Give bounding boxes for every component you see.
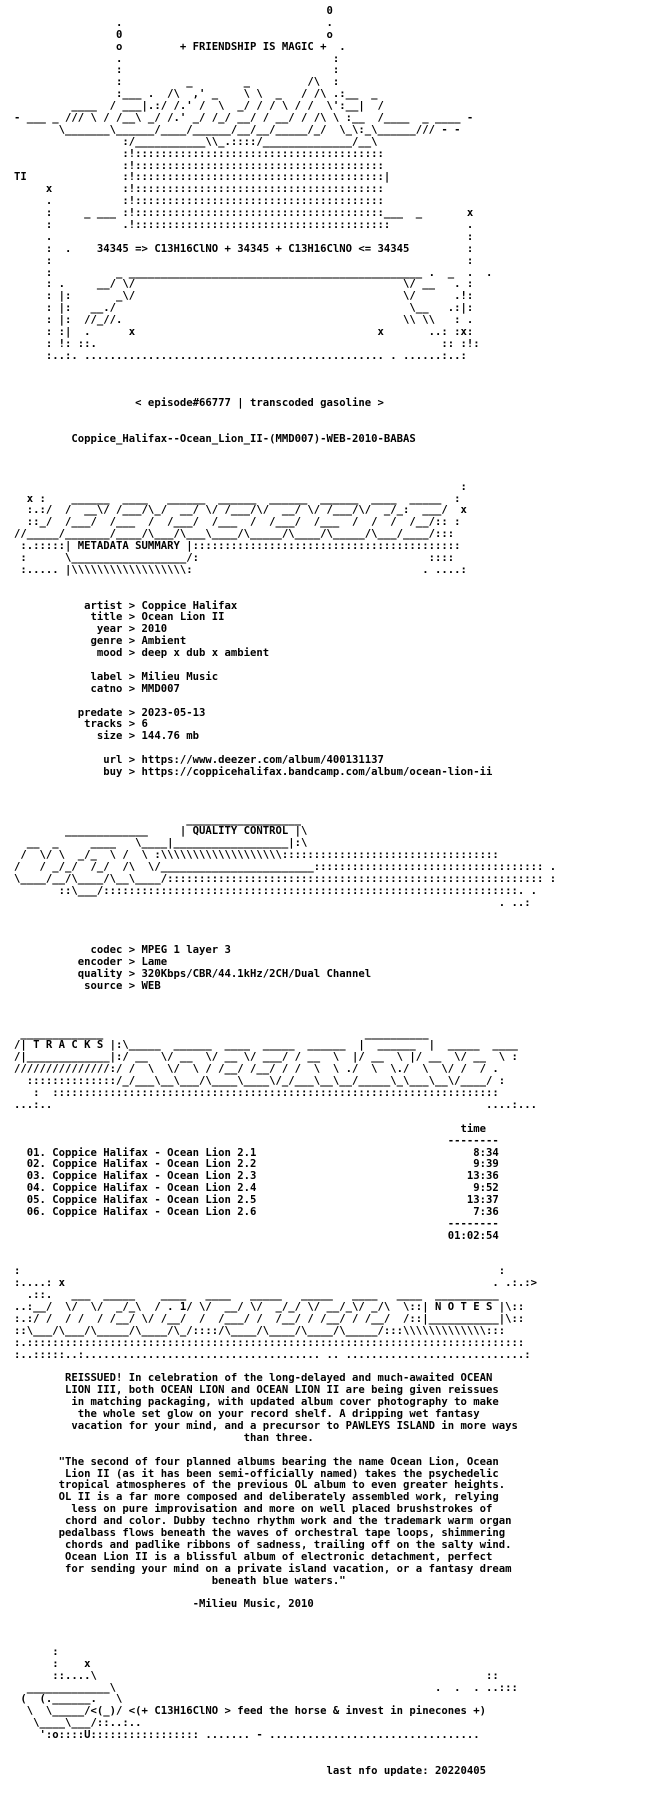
nfo-line: : : <box>14 254 474 267</box>
nfo-line: than three. <box>14 1431 314 1444</box>
nfo-line: . : <box>14 52 340 65</box>
nfo-line: :!::::::::::::::::::::::::::::::::::::::: <box>14 159 384 172</box>
nfo-line: 01:02:54 <box>14 1229 499 1242</box>
nfo-line: : _ ______________________________________________ . _ . . <box>14 266 493 279</box>
nfo-line: the whole set glow on your record shelf. A dripping wet fantasy <box>14 1408 480 1421</box>
nfo-line <box>14 922 556 934</box>
nfo-line <box>14 1005 556 1017</box>
nfo-line: : x <box>14 1657 91 1670</box>
nfo-line <box>14 803 556 815</box>
nfo-line: vacation for your mind, and a precursor to PAWLEYS ISLAND in more ways <box>14 1419 518 1432</box>
nfo-line: -Milieu Music, 2010 <box>14 1598 314 1611</box>
nfo-line <box>14 458 556 470</box>
nfo-line: TI :!:::::::::::::::::::::::::::::::::::::::| <box>14 171 391 184</box>
nfo-line: tracks > 6 <box>14 718 148 731</box>
nfo-line: : :::::::::::::::::::::::::::::::::::::::::::::::::::::::::::::::::::::: <box>14 1087 499 1100</box>
nfo-line: :/___________\\_.::::/______________/__\ <box>14 135 378 148</box>
nfo-line: Coppice_Halifax--Ocean_Lion_II-(MMD007)-WEB-2010-BABAS <box>14 433 416 446</box>
nfo-line: size > 144.76 mb <box>14 730 199 743</box>
nfo-line: //_____/_______/____/\___/\___\____/\_____/\____/\_____/\___/____/::: <box>14 528 455 541</box>
nfo-line: predate > 2023-05-13 <box>14 706 206 719</box>
nfo-line: \_______\______/____/______/__/__/_____/_/ \_\:_\______/// - - <box>14 123 461 136</box>
nfo-line: : _ _ /\ : <box>14 76 340 89</box>
nfo-line: : _ ___ :!:::::::::::::::::::::::::::::::::::::::___ _ x <box>14 207 474 220</box>
nfo-line: : |: __./ \__ .:|: <box>14 302 474 315</box>
nfo-line: last nfo update: 20220405 <box>14 1764 486 1777</box>
nfo-line <box>14 1017 556 1029</box>
nfo-line <box>14 1635 556 1647</box>
nfo-line: ':o::::U::::::::::::::::: ....... - ................................. <box>14 1729 480 1742</box>
nfo-line: :....: x . .:.:> <box>14 1277 537 1290</box>
nfo-line: "The second of four planned albums bearing the name Ocean Lion, Ocean <box>14 1455 499 1468</box>
nfo-line: chords and padlike ribbons of sadness, trailing off on the salty wind. <box>14 1538 512 1551</box>
nfo-line: : <box>14 1645 59 1658</box>
nfo-line: url > https://www.deezer.com/album/400131137 <box>14 754 384 767</box>
nfo-line: ____ / ___|.:/ /.' / \ _/ / / \ / / \':__| / <box>14 100 384 113</box>
nfo-line: 04. Coppice Halifax - Ocean Lion 2.4 9:52 <box>14 1182 499 1195</box>
nfo-line: artist > Coppice Halifax <box>14 599 238 612</box>
nfo-line <box>14 1243 556 1255</box>
nfo-line: :..:. ............................................... . ......:..: <box>14 349 467 362</box>
nfo-line: __________________ <box>14 813 302 826</box>
nfo-line: for sending your mind on a private island vacation, or a fantasy dream <box>14 1562 512 1575</box>
nfo-line: buy > https://coppicehalifax.bandcamp.com/album/ocean-lion-ii <box>14 766 493 778</box>
nfo-line: . :!::::::::::::::::::::::::::::::::::::::: <box>14 195 384 208</box>
nfo-line: : \__________________/: :::: <box>14 551 455 564</box>
nfo-line: o + FRIENDSHIP IS MAGIC + . <box>14 40 346 53</box>
nfo-line: 03. Coppice Halifax - Ocean Lion 2.3 13:36 <box>14 1170 499 1183</box>
nfo-line: beneath blue waters." <box>14 1574 346 1587</box>
nfo-line: 0 <box>14 5 333 17</box>
nfo-line <box>14 1742 556 1754</box>
nfo-line: . ..: <box>14 896 531 909</box>
nfo-line: codec > MPEG 1 layer 3 <box>14 944 231 957</box>
nfo-line <box>14 779 556 791</box>
nfo-line: : !: ::. :: :!: <box>14 337 480 350</box>
nfo-line <box>14 696 556 708</box>
nfo-line: year > 2010 <box>14 623 168 636</box>
nfo-line <box>14 589 556 601</box>
nfo-line: ::....\ :: <box>14 1669 499 1682</box>
nfo-line: 05. Coppice Halifax - Ocean Lion 2.5 13:37 <box>14 1194 499 1207</box>
nfo-line: / / _/_/ /_/ /\ \/________________________:::::::::::::::::::::::::::::::::::: . <box>14 861 557 874</box>
nfo-line: .::. ___ _____ ____ ____ _____ _____ ____ ____ __________ <box>14 1289 499 1302</box>
nfo-line: : . 34345 => C13H16ClNO + 34345 + C13H16ClNO <= 34345 : <box>14 242 474 255</box>
nfo-text-block <box>14 6 556 1778</box>
nfo-line: -------- <box>14 1217 499 1230</box>
nfo-line: :.:/ / __\/ /___/\_/ __/ \/ /___/\/ __/ \/ /___/\/ _/_: ___/ x <box>14 504 467 517</box>
nfo-line: -------- <box>14 1134 499 1147</box>
nfo-line: OL II is a far more composed and deliberately assembled work, relying <box>14 1491 499 1504</box>
nfo-line: _____________\ . . . ..::: <box>14 1681 518 1694</box>
nfo-line <box>14 993 556 1005</box>
nfo-line: 02. Coppice Halifax - Ocean Lion 2.2 9:39 <box>14 1158 499 1171</box>
nfo-line: source > WEB <box>14 980 161 993</box>
nfo-line <box>14 363 556 375</box>
nfo-line <box>14 577 556 589</box>
nfo-line: ::_/ /___/ /___ / /___/ /___ / /___/ /___ / / / /__/:: : <box>14 516 461 529</box>
nfo-line: LION III, both OCEAN LION and OCEAN LION II are being given reissues <box>14 1384 499 1397</box>
nfo-line: title > Ocean Lion II <box>14 611 225 624</box>
nfo-line: : .!:::::::::::::::::::::::::::::::::::::::: . <box>14 219 474 232</box>
nfo-line: tropical atmospheres of the previous OL album to even greater heights. <box>14 1479 506 1492</box>
nfo-line <box>14 1623 556 1635</box>
nfo-line <box>14 1611 556 1623</box>
nfo-line: : : <box>14 64 340 77</box>
nfo-line: : . __/ \/ \/ __ . : <box>14 278 474 291</box>
nfo-line: . . <box>14 16 333 29</box>
nfo-line <box>14 791 556 803</box>
nfo-line: _____________ | QUALITY CONTROL |\ <box>14 825 308 838</box>
nfo-line: - ___ _ /// \ / /__\ _/ /.' _/ /_/ __/ / __/ / /\ \ :__ /____ _ ____ - <box>14 112 474 125</box>
nfo-line: ::\___/\___/\_____/\____/\_/::::/\____/\____/\____/\_____/:::\\\\\\\\\\\\\::: <box>14 1324 506 1337</box>
nfo-line: catno > MMD007 <box>14 682 180 695</box>
nfo-line: / \/ \ _/_ \ / \ :\\\\\\\\\\\\\\\\\\\:::::::::::::::::::::::::::::::::: <box>14 849 499 862</box>
nfo-line: : |: _\/ \/ .!: <box>14 290 474 303</box>
nfo-line: x : ______ ____ ______ ______ ______ ______ ____ _____ : <box>14 492 461 505</box>
nfo-line: in matching packaging, with updated album cover photography to make <box>14 1396 499 1409</box>
nfo-line: ..:__/ \/ \/ _/_\ / . 1/ \/ __/ \/ _/_/ \/ __/_\/ _/\ \::| N O T E S |\:: <box>14 1301 525 1314</box>
nfo-line: /|_____________|:/ __ \/ __ \/ __ \/ ___/ / __ \ |/ __ \ |/ __ \/ __ \ : <box>14 1051 518 1064</box>
nfo-line: :___ . /\ ,' _ \ \ _ / /\ .:__ _ <box>14 88 378 101</box>
nfo-line <box>14 1112 556 1124</box>
nfo-line: ...:.. ....:... <box>14 1098 537 1111</box>
nfo-line: ///////////////:/ / \ \/ \ / /__/ /__/ / / \ \ ./ \ \./ \ \/ / / . <box>14 1063 499 1076</box>
nfo-line: pedalbass flows beneath the waves of orchestral tape loops, shimmering <box>14 1527 506 1539</box>
nfo-line: quality > 320Kbps/CBR/44.1kHz/2CH/Dual Channel <box>14 968 372 981</box>
nfo-line: :..:::::..:..................................... .. ............................: <box>14 1348 531 1361</box>
nfo-line: 01. Coppice Halifax - Ocean Lion 2.1 8:34 <box>14 1146 499 1159</box>
nfo-line: genre > Ambient <box>14 635 187 648</box>
nfo-line: :..... |\\\\\\\\\\\\\\\\\\: . ....: <box>14 563 467 576</box>
nfo-line: :.:::::::::::::::::::::::::::::::::::::::::::::::::::::::::::::::::::::::::::::: <box>14 1336 525 1349</box>
nfo-line: 06. Coppice Halifax - Ocean Lion 2.6 7:36 <box>14 1205 499 1218</box>
nfo-line: mood > deep x dub x ambient <box>14 647 270 660</box>
nfo-line: \____\___/::..:.. <box>14 1717 142 1730</box>
nfo-line <box>14 470 556 482</box>
nfo-line: _____________ __________ <box>14 1027 429 1040</box>
nfo-line <box>14 1445 556 1457</box>
nfo-line: . : <box>14 230 474 243</box>
nfo-line: :!::::::::::::::::::::::::::::::::::::::: <box>14 147 384 160</box>
nfo-line: Lion II (as it has been semi-officially named) takes the psychedelic <box>14 1467 499 1480</box>
nfo-line: encoder > Lame <box>14 956 168 969</box>
nfo-line: 0 o <box>14 28 333 41</box>
nfo-line: : <box>14 480 467 493</box>
nfo-line: :.:/ / / / / /__/ \/ /__/ / /___/ / /__/ / /__/ / /__/ /::|___________|\:: <box>14 1312 525 1325</box>
nfo-line: :.:::::| METADATA SUMMARY |:::::::::::::::::::::::::::::::::::::::::: <box>14 540 461 553</box>
nfo-line: time <box>14 1122 486 1135</box>
nfo-line: : :| . x x ..: :x: <box>14 326 474 339</box>
nfo-line: Ocean Lion II is a blissful album of electronic detachment, perfect <box>14 1550 493 1563</box>
nfo-line: /| T R A C K S |:\_____ ______ ____ _____ ______ | ______ | _____ ____ <box>14 1039 518 1052</box>
nfo-line: __ _ ____ \____|__________________|:\ <box>14 837 308 850</box>
nfo-line: ::\___/:::::::::::::::::::::::::::::::::::::::::::::::::::::::::::::::::. . <box>14 884 537 897</box>
nfo-line: x :!::::::::::::::::::::::::::::::::::::::: <box>14 183 384 196</box>
nfo-line: ::::::::::::::/_/___\__\___/\____\____\/_/___\__\__/_____\_\___\__\/____/ : <box>14 1075 506 1088</box>
nfo-line: : |: //_//. \\ \\ : . <box>14 314 474 327</box>
nfo-line: ( (.______. \ <box>14 1693 123 1706</box>
nfo-line: REISSUED! In celebration of the long-delayed and much-awaited OCEAN <box>14 1372 493 1385</box>
nfo-line <box>14 446 556 458</box>
nfo-line <box>14 910 556 922</box>
nfo-line: chord and color. Dubby techno rhythm work and the trademark warm organ <box>14 1515 512 1528</box>
nfo-line <box>14 375 556 387</box>
nfo-line <box>14 410 556 422</box>
nfo-line: : : <box>14 1265 506 1278</box>
nfo-line: label > Milieu Music <box>14 670 219 683</box>
nfo-line: \ \_____/<(_)/ <(+ C13H16ClNO > feed the horse & invest in pinecones +) <box>14 1705 486 1718</box>
nfo-line: \____/__/\____/\__\____/::::::::::::::::::::::::::::::::::::::::::::::::::::::::::: : <box>14 873 557 886</box>
nfo-line: less on pure improvisation and more on well placed brushstrokes of <box>14 1503 493 1516</box>
nfo-line: < episode#66777 | transcoded gasoline > <box>14 397 384 410</box>
